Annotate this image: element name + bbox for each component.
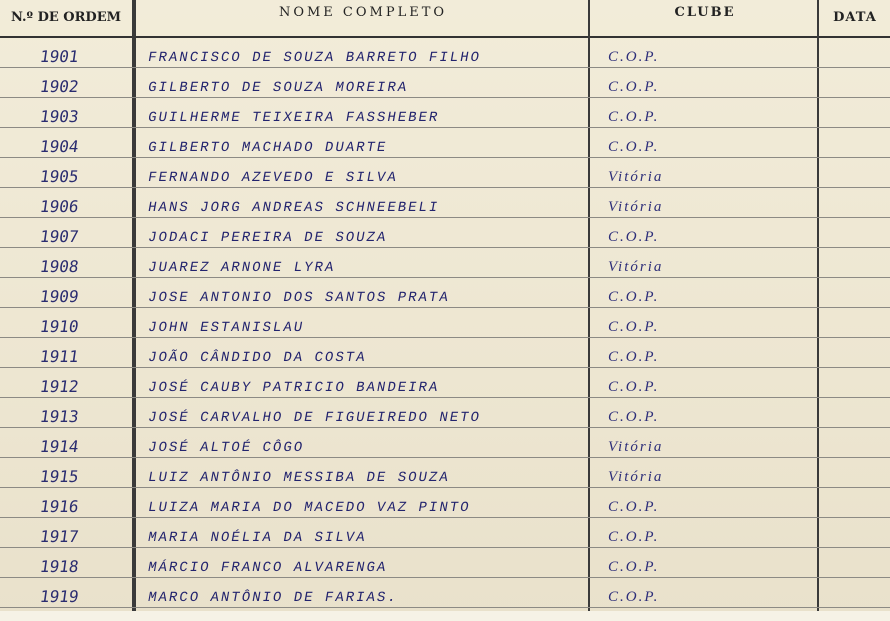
row-club: C.O.P.	[608, 319, 660, 335]
row-full-name: JOSÉ ALTOÉ CÔGO	[146, 440, 306, 456]
row-full-name: HANS JORG ANDREAS SCHNEEBELI	[146, 200, 441, 216]
row-number: 1909	[38, 287, 80, 306]
table-row	[0, 128, 890, 158]
row-club: Vitória	[608, 259, 664, 275]
table-row	[0, 278, 890, 308]
table-row	[0, 518, 890, 548]
row-full-name: GILBERTO DE SOUZA MOREIRA	[146, 80, 410, 96]
row-number: 1918	[38, 557, 80, 576]
row-number: 1905	[38, 167, 80, 186]
row-club: C.O.P.	[608, 49, 660, 65]
row-number: 1902	[38, 77, 80, 96]
table-row	[0, 428, 890, 458]
row-full-name: JOÃO CÂNDIDO DA COSTA	[146, 350, 368, 366]
row-number: 1908	[38, 257, 80, 276]
row-number: 1901	[38, 47, 80, 66]
table-row	[0, 398, 890, 428]
row-number: 1907	[38, 227, 80, 246]
row-club: C.O.P.	[608, 409, 660, 425]
row-club: C.O.P.	[608, 499, 660, 515]
row-club: C.O.P.	[608, 589, 660, 605]
row-club: Vitória	[608, 169, 664, 185]
table-row	[0, 578, 890, 608]
header-data: DATA	[833, 10, 877, 25]
row-number: 1904	[38, 137, 80, 156]
header-ordem: N.º DE ORDEM	[10, 10, 121, 25]
row-club: C.O.P.	[608, 139, 660, 155]
row-club: Vitória	[608, 469, 664, 485]
table-row	[0, 98, 890, 128]
row-number: 1903	[38, 107, 80, 126]
row-number: 1916	[38, 497, 80, 516]
row-number: 1910	[38, 317, 80, 336]
table-row	[0, 308, 890, 338]
row-full-name: GUILHERME TEIXEIRA FASSHEBER	[146, 110, 441, 126]
row-full-name: JOSÉ CARVALHO DE FIGUEIREDO NETO	[146, 410, 483, 426]
table-row	[0, 38, 890, 68]
row-full-name: LUIZA MARIA DO MACEDO VAZ PINTO	[146, 500, 472, 516]
row-club: C.O.P.	[608, 79, 660, 95]
table-row	[0, 548, 890, 578]
table-row	[0, 68, 890, 98]
row-full-name: JOSE ANTONIO DOS SANTOS PRATA	[146, 290, 452, 306]
table-row	[0, 218, 890, 248]
header-nome: NOME COMPLETO	[278, 5, 448, 20]
table-row	[0, 488, 890, 518]
row-club: C.O.P.	[608, 229, 660, 245]
row-club: C.O.P.	[608, 559, 660, 575]
row-full-name: FERNANDO AZEVEDO E SILVA	[146, 170, 400, 186]
row-club: Vitória	[608, 439, 664, 455]
row-club: C.O.P.	[608, 289, 660, 305]
row-full-name: MARIA NOÉLIA DA SILVA	[146, 530, 368, 546]
table-row	[0, 188, 890, 218]
table-row	[0, 248, 890, 278]
row-number: 1906	[38, 197, 80, 216]
row-club: C.O.P.	[608, 109, 660, 125]
page-edge	[0, 611, 890, 621]
row-full-name: JODACI PEREIRA DE SOUZA	[146, 230, 389, 246]
row-number: 1914	[38, 437, 80, 456]
row-full-name: JOSÉ CAUBY PATRICIO BANDEIRA	[146, 380, 441, 396]
row-full-name: JOHN ESTANISLAU	[146, 320, 306, 336]
row-club: Vitória	[608, 199, 664, 215]
row-full-name: MÁRCIO FRANCO ALVARENGA	[146, 560, 389, 576]
row-number: 1917	[38, 527, 80, 546]
row-full-name: FRANCISCO DE SOUZA BARRETO FILHO	[146, 50, 483, 66]
row-number: 1915	[38, 467, 80, 486]
table-row	[0, 158, 890, 188]
table-row	[0, 338, 890, 368]
row-rule	[0, 607, 890, 608]
header-clube: CLUBE	[674, 5, 736, 20]
table-row	[0, 458, 890, 488]
row-club: C.O.P.	[608, 349, 660, 365]
row-full-name: MARCO ANTÔNIO DE FARIAS.	[146, 590, 400, 606]
row-club: C.O.P.	[608, 529, 660, 545]
row-number: 1912	[38, 377, 80, 396]
row-number: 1919	[38, 587, 80, 606]
row-number: 1911	[38, 347, 80, 366]
row-club: C.O.P.	[608, 379, 660, 395]
row-full-name: JUAREZ ARNONE LYRA	[146, 260, 337, 276]
row-full-name: LUIZ ANTÔNIO MESSIBA DE SOUZA	[146, 470, 452, 486]
row-number: 1913	[38, 407, 80, 426]
table-row	[0, 368, 890, 398]
row-full-name: GILBERTO MACHADO DUARTE	[146, 140, 389, 156]
